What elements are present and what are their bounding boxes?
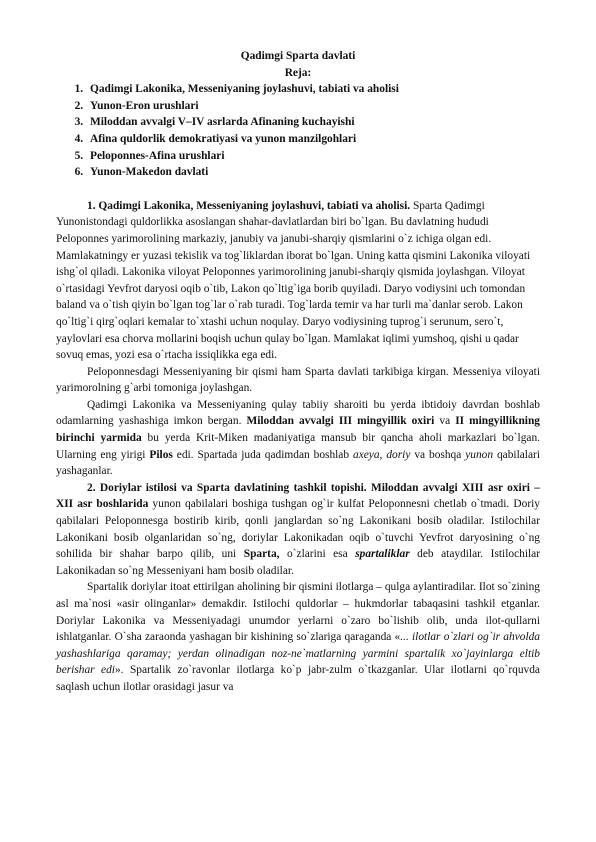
bold-italic-run: spartaliklar: [355, 548, 410, 561]
paragraph-3: [56, 397, 540, 480]
bold-run: Pilos: [149, 448, 173, 461]
plan-item: 4. Afina quldorlik demokratiyasi va yunon manzilgohlari: [86, 131, 540, 148]
paragraph-2: Peloponnesdagi Messeniyaning bir qismi ham Sparta davlati tarkibiga kirgan. Messeniya viloyati yarimorolning g`arbi tomoniga joylashgan.: [56, 365, 540, 395]
plan-item: 6. Yunon-Makedon davlati: [86, 164, 540, 181]
plan-list: [56, 81, 540, 181]
text-run: ». Spartalik zo`ravonlar ilotlarga ko`p jabr-zulm o`tkazganlar. Ular ilotlarni qo`rquvda saqlash uchun ilotlar orasidagi jasur va: [56, 664, 540, 693]
plan-item: 5. Peloponnes-Afina urushlari: [86, 148, 540, 165]
bold-run: Sparta,: [243, 548, 280, 561]
italic-run: axeya, doriy: [353, 448, 411, 461]
paragraph-5: [56, 579, 540, 695]
text-run: Spartalik doriylar itoat ettirilgan aholining bir qismini ilotlarga – qulga aylantiradilar. Ilot so`zining asl ma`nosi «asir olinganlar» demakdir. Istilochi quldorlar – hukmdorlar tabaqasini tashkil etganlar. Doriylar Lakonika va Messeniyadagi unumdor yerlarni o`zaro bo`lishib olib, unda ilot-qullarni ishlatganlar. O`sha zaraonda yashagan bir kishining so`zlariga qaraganda «: [56, 581, 540, 644]
text-run: va: [434, 415, 456, 428]
bold-run: II mingyillikning birinchi yarmida: [56, 415, 540, 445]
text-run: bu yerda Krit-Miken madaniyatiga mansub bir qancha aholi markazlari bo`lgan. Ularning eng yirigi: [56, 432, 540, 461]
text-run: deb ataydilar. Istilochilar Lakonikadan so`ng Messeniyani ham bosib oladilar.: [56, 548, 541, 577]
text-run: o`zlarini esa: [279, 548, 356, 561]
plan-item: 3. Miloddan avvalgi V–IV asrlarda Afinaning kuchayishi: [86, 114, 540, 131]
text-run: yunon qabilalari boshiga tushgan og`ir kulfat Peloponnesni chetlab o`tmadi. Doriy qabilalari Peloponnesga bostirib kirib, qonli janglardan so`ng Lakonikani bosib oladilar. Istilochilar Lakonikani bosib olganlaridan so`ng, doriylar Lakonikadan oqib o`tuvchi Yevfrot daryosining o`ng sohilida bir shahar barpo qilib, uni: [56, 498, 540, 561]
text-run: edi. Spartada juda qadimdan boshlab: [172, 448, 353, 461]
paragraph-text: Sparta Qadimgi Yunonistondagi quldorlikka asoslangan shahar-davlatlardan biri bo`lgan. Bu davlatning hududi Peloponnes yarimorolining markaziy, janubiy va janubi-sharqiy qismlarini o`z ichiga olgan edi. Mamlakatningy er yuzasi tekislik va tog`liklardan iborat bo`lgan. Uning katta qismini Lakonika viloyati ishg`ol qiladi. Lakonika viloyat Peloponnes yarimorolining janubi-sharqiy qismida joylashgan. Viloyat o`rtasidagi Yevfrot daryosi oqib o`tib, Lakon qo`ltig`iga borib quyiladi. Daryo vodiysini uch tomondan baland va o`tish qiyin bo`lgan tog`lar o`rab turadi. Tog`larda temir va har turli ma`danlar serob. Lakon qo`ltig`i qirg`oqlari kemalar to`xtashi uchun noqulay. Daryo vodiysining tuprog`i serunum, sero`t, yaylovlari esa chorva mollarini boqish uchun qulay bo`lgan. Mamlakat iqlimi yumshoq, qishi u qadar sovuq emas, yozi esa o`rtacha issiqlikka ega edi.: [56, 199, 531, 362]
paragraph-1: [56, 198, 540, 364]
plan-item: 2. Yunon-Eron urushlari: [86, 98, 540, 115]
plan-heading: Reja:: [284, 66, 312, 79]
text-run: Qadimgi Lakonika va Messeniyaning qulay tabiiy sharoiti bu yerda ibtidoiy davrdan boshlab odamlarning yashashiga imkon bergan.: [56, 398, 540, 428]
bold-run: Miloddan avvalgi III mingyillik oxiri: [246, 415, 435, 428]
plan-item: 1. Qadimgi Lakonika, Messeniyaning joylashuvi, tabiati va aholisi: [86, 81, 540, 98]
section-heading-1: 1. Qadimgi Lakonika, Messeniyaning joylashuvi, tabiati va aholisi.: [87, 199, 411, 212]
paragraph-4: [56, 480, 540, 580]
spacer: [56, 181, 540, 198]
italic-quote: ... ilotlar o`zlari og`ir ahvolda yashashlariga qaramay; yerdan olinadigan noz-ne`matlarning yarmini spartalik xo`jayinlarga eltib berishar edi: [56, 631, 541, 677]
text-run: qabilalari yashaganlar.: [56, 448, 540, 478]
italic-run: yunon: [465, 448, 494, 461]
document-title: Qadimgi Sparta davlati: [240, 50, 356, 62]
text-run: va boshqa: [410, 448, 466, 461]
section-heading-2: 2. Doriylar istilosi va Sparta davlatining tashkil topishi. Miloddan avvalgi XIII asr oxiri – XII asr boshlarida: [56, 481, 540, 511]
document-page: [56, 48, 540, 696]
